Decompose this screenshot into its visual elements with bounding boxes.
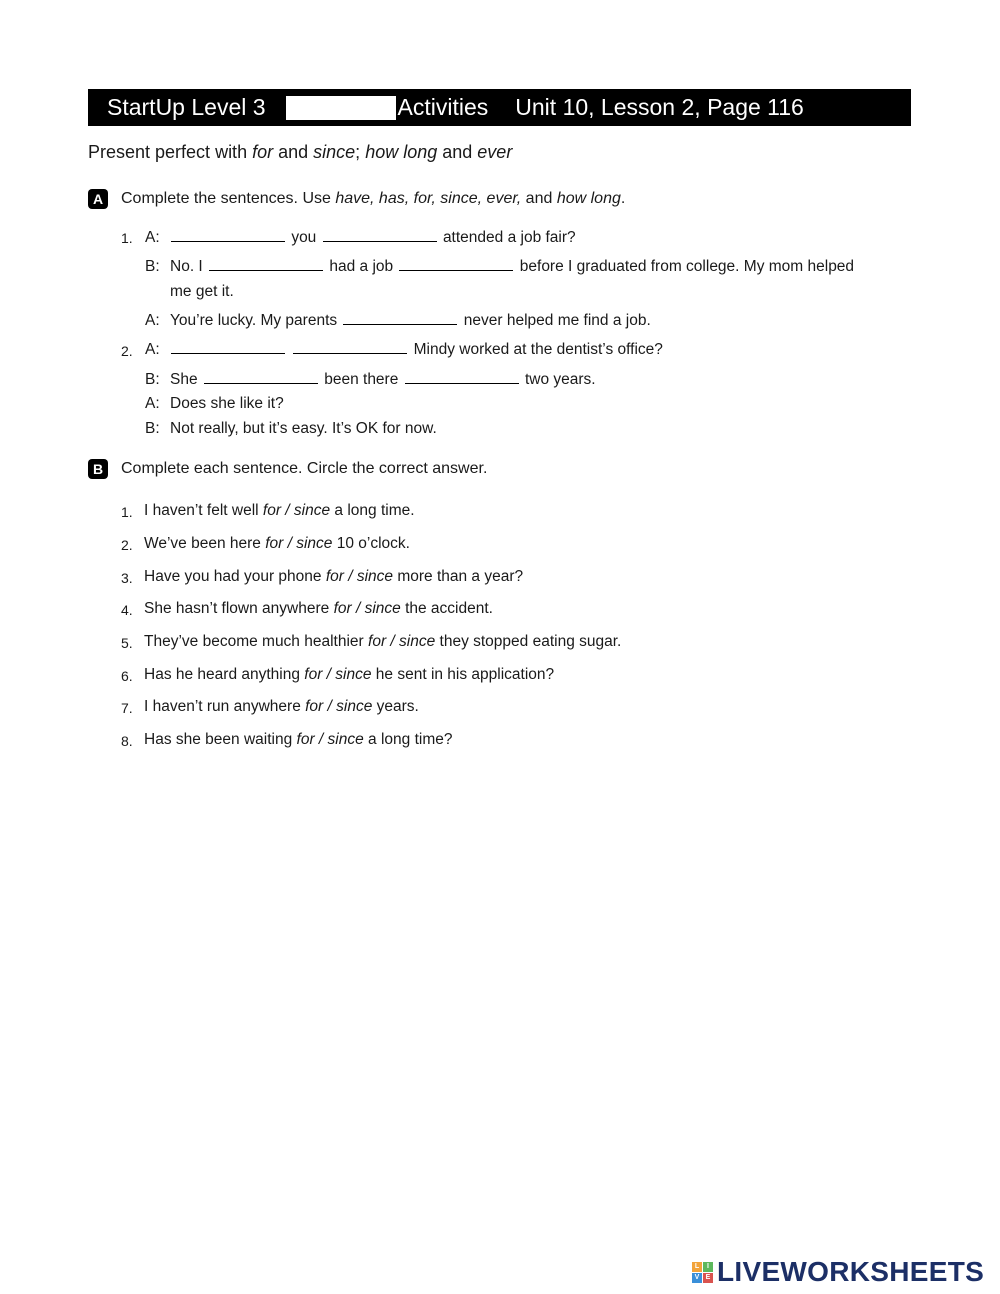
- speaker-label: A:: [145, 395, 160, 412]
- redacted-box: [286, 96, 396, 120]
- logo-grid-icon: L I V E: [692, 1262, 713, 1283]
- sentence-item: I haven’t felt well for / since a long time.: [144, 502, 415, 519]
- item-number: 1.: [121, 504, 133, 520]
- answer-blank[interactable]: [171, 352, 285, 354]
- answer-blank[interactable]: [399, 269, 513, 271]
- item-number: 8.: [121, 733, 133, 749]
- sentence-item: They’ve become much healthier for / since they stopped eating sugar.: [144, 633, 622, 650]
- answer-blank[interactable]: [343, 323, 457, 325]
- answer-choice[interactable]: for / since: [325, 568, 394, 585]
- answer-choice[interactable]: for / since: [305, 698, 373, 715]
- speaker-label: A:: [145, 312, 160, 329]
- speaker-label: B:: [145, 420, 160, 437]
- sentence-item: We’ve been here for / since 10 o’clock.: [144, 535, 410, 552]
- logo-text: LIVEWORKSHEETS: [717, 1256, 985, 1287]
- liveworksheets-logo: [692, 1256, 984, 1288]
- item-number: 2.: [121, 343, 133, 359]
- answer-blank[interactable]: [405, 382, 519, 384]
- answer-blank[interactable]: [293, 352, 407, 354]
- page-subtitle: Present perfect with for and since; how long and ever: [88, 142, 513, 162]
- sentence-item: Have you had your phone for / since more than a year?: [144, 568, 524, 585]
- item-number: 6.: [121, 668, 133, 684]
- dialogue-line-cont: me get it.: [170, 283, 234, 300]
- answer-blank[interactable]: [171, 240, 285, 242]
- speaker-label: A:: [145, 229, 160, 246]
- answer-blank[interactable]: [323, 240, 437, 242]
- answer-blank[interactable]: [209, 269, 323, 271]
- dialogue-line: Mindy worked at the dentist’s office?: [169, 341, 663, 359]
- answer-choice[interactable]: for / since: [368, 633, 436, 650]
- sentence-item: Has she been waiting for / since a long time?: [144, 731, 453, 748]
- item-number: 3.: [121, 570, 133, 586]
- answer-blank[interactable]: [204, 382, 318, 384]
- item-number: 5.: [121, 635, 133, 651]
- section-b-badge: B: [88, 459, 108, 479]
- dialogue-line: Does she like it?: [170, 395, 284, 412]
- sentence-item: I haven’t run anywhere for / since years.: [144, 698, 419, 715]
- header-bar: [88, 89, 911, 126]
- dialogue-line: She been there two years.: [170, 371, 596, 388]
- section-a-badge: A: [88, 189, 108, 209]
- header-unit: Unit 10, Lesson 2, Page 116: [515, 94, 804, 120]
- item-number: 7.: [121, 700, 133, 716]
- section-a-instruction: A Complete the sentences. Use have, has, for, since, ever, and how long.: [88, 189, 625, 209]
- answer-choice[interactable]: for / since: [262, 502, 331, 519]
- item-number: 1.: [121, 230, 133, 246]
- header-activities: Activities: [397, 94, 489, 120]
- answer-choice[interactable]: for / since: [304, 666, 372, 683]
- speaker-label: B:: [145, 258, 160, 275]
- sentence-item: She hasn’t flown anywhere for / since the accident.: [144, 600, 493, 617]
- item-number: 2.: [121, 537, 133, 553]
- answer-choice[interactable]: for / since: [333, 600, 401, 617]
- section-b-instruction: B Complete each sentence. Circle the correct answer.: [88, 459, 487, 479]
- dialogue-line: you attended a job fair?: [169, 229, 576, 247]
- dialogue-line: You’re lucky. My parents never helped me find a job.: [170, 312, 651, 329]
- answer-choice[interactable]: for / since: [265, 535, 333, 552]
- header-level: StartUp Level 3: [107, 94, 266, 120]
- dialogue-line: No. I had a job before I graduated from college. My mom helped: [170, 258, 855, 275]
- item-number: 4.: [121, 602, 133, 618]
- answer-choice[interactable]: for / since: [296, 731, 364, 748]
- speaker-label: B:: [145, 371, 160, 388]
- dialogue-line: Not really, but it’s easy. It’s OK for now.: [170, 420, 437, 437]
- sentence-item: Has he heard anything for / since he sent in his application?: [144, 666, 555, 683]
- speaker-label: A:: [145, 341, 160, 358]
